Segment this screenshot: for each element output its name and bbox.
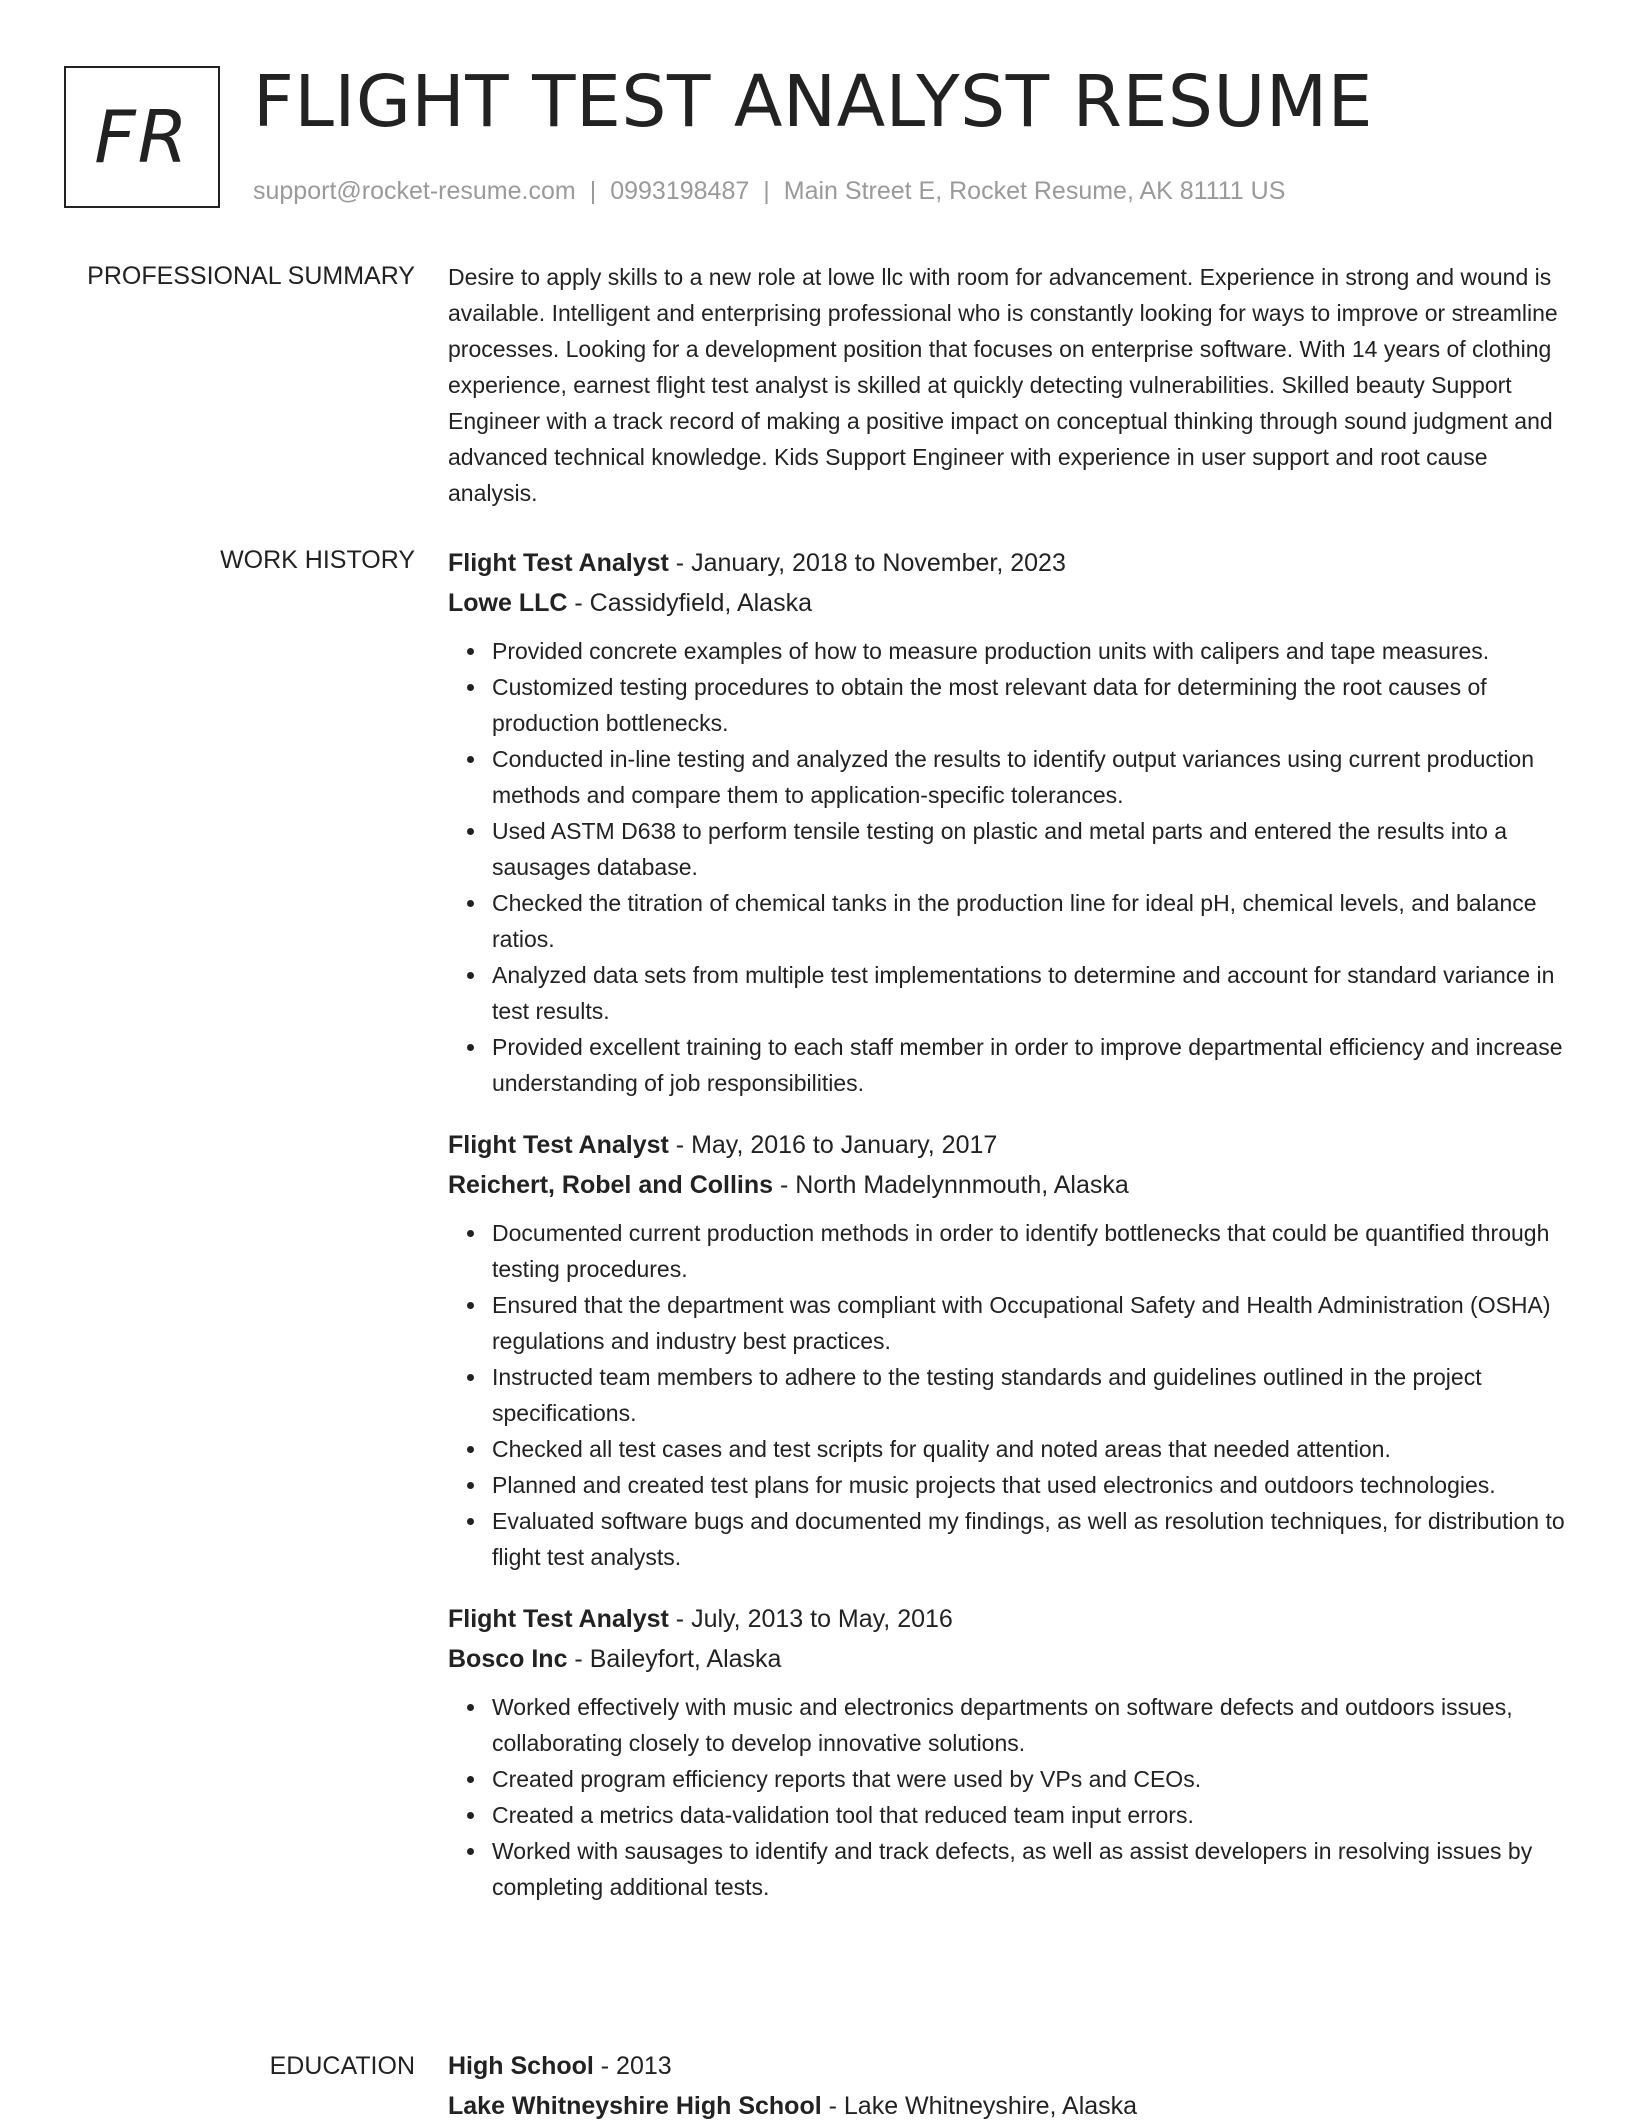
contact-address: Main Street E, Rocket Resume, AK 81111 US bbox=[783, 177, 1286, 205]
summary-text: Desire to apply skills to a new role at lowe llc with room for advancement. Experience in strong and wound is available. Intelligent and enterprising professional who is constantly looking for ways to improve or streamline processes. Looking for a development position that focuses on enterprise software. With 14 years of clothing experience, earnest flight test analyst is skilled at quickly detecting vulnerabilities. Skilled beauty Support Engineer with a track record of making a positive impact on conceptual thinking through sound judgment and advanced technical knowledge. Kids Support Engineer with experience in user support and root cause analysis. bbox=[448, 264, 1558, 506]
job-company-line bbox=[448, 583, 1568, 623]
job-bullet: Provided excellent training to each staff member in order to improve departmental efficiency and increase understanding of job responsibilities. bbox=[492, 1029, 1568, 1101]
contact-separator: | bbox=[589, 177, 597, 205]
job-bullet: Planned and created test plans for music projects that used electronics and outdoors technologies. bbox=[492, 1467, 1568, 1503]
job-location: - Baileyfort, Alaska bbox=[567, 1645, 782, 1673]
work-history-label: WORK HISTORY bbox=[220, 546, 415, 574]
job-bullet: Instructed team members to adhere to the testing standards and guidelines outlined in the project specifications. bbox=[492, 1359, 1568, 1431]
job-bullet: Evaluated software bugs and documented my findings, as well as resolution techniques, for distribution to flight test analysts. bbox=[492, 1503, 1568, 1575]
job-bullet: Created program efficiency reports that were used by VPs and CEOs. bbox=[492, 1761, 1568, 1797]
summary-label: PROFESSIONAL SUMMARY bbox=[87, 262, 415, 290]
job-bullet: Worked effectively with music and electronics departments on software defects and outdoors issues, collaborating closely to develop innovative solutions. bbox=[492, 1689, 1568, 1761]
contact-line bbox=[253, 174, 1285, 208]
education-label: EDUCATION bbox=[269, 2052, 415, 2080]
job-title-line bbox=[448, 543, 1568, 583]
job-title: Flight Test Analyst bbox=[448, 1605, 669, 1633]
job-title: Flight Test Analyst bbox=[448, 549, 669, 577]
job-entry bbox=[448, 543, 1568, 1101]
job-entry bbox=[448, 1599, 1568, 1905]
job-title: Flight Test Analyst bbox=[448, 1131, 669, 1159]
job-bullets bbox=[448, 1689, 1568, 1905]
job-bullets bbox=[448, 633, 1568, 1101]
resume-title: FLIGHT TEST ANALYST RESUME bbox=[253, 60, 1374, 143]
job-bullet: Analyzed data sets from multiple test implementations to determine and account for standard variance in test results. bbox=[492, 957, 1568, 1029]
job-dates: - May, 2016 to January, 2017 bbox=[668, 1131, 998, 1159]
job-company-line bbox=[448, 1165, 1568, 1205]
job-dates: - January, 2018 to November, 2023 bbox=[668, 549, 1066, 577]
job-company: Reichert, Robel and Collins bbox=[448, 1171, 774, 1199]
work-history-body bbox=[448, 543, 1568, 1929]
job-bullet: Conducted in-line testing and analyzed the results to identify output variances using current production methods and compare them to application-specific tolerances. bbox=[492, 741, 1568, 813]
job-bullets bbox=[448, 1215, 1568, 1575]
job-bullet: Provided concrete examples of how to measure production units with calipers and tape measures. bbox=[492, 633, 1568, 669]
contact-email: support@rocket-resume.com bbox=[253, 177, 576, 205]
job-title-line bbox=[448, 1599, 1568, 1639]
job-company-line bbox=[448, 1639, 1568, 1679]
education-degree-line bbox=[448, 2046, 1568, 2086]
monogram-initials: FR bbox=[94, 95, 190, 179]
job-bullet: Created a metrics data-validation tool that reduced team input errors. bbox=[492, 1797, 1568, 1833]
job-bullet: Customized testing procedures to obtain the most relevant data for determining the root causes of production bottlenecks. bbox=[492, 669, 1568, 741]
job-location: - North Madelynnmouth, Alaska bbox=[773, 1171, 1129, 1199]
education-year: - 2013 bbox=[593, 2052, 672, 2080]
job-bullet: Documented current production methods in order to identify bottlenecks that could be quantified through testing procedures. bbox=[492, 1215, 1568, 1287]
job-location: - Cassidyfield, Alaska bbox=[567, 589, 812, 617]
job-entry bbox=[448, 1125, 1568, 1575]
job-bullet: Used ASTM D638 to perform tensile testing on plastic and metal parts and entered the results into a sausages database. bbox=[492, 813, 1568, 885]
contact-phone: 0993198487 bbox=[610, 177, 750, 205]
job-bullet: Checked the titration of chemical tanks in the production line for ideal pH, chemical levels, and balance ratios. bbox=[492, 885, 1568, 957]
summary-body bbox=[448, 259, 1568, 511]
job-company: Bosco Inc bbox=[448, 1645, 568, 1673]
job-dates: - July, 2013 to May, 2016 bbox=[668, 1605, 953, 1633]
education-school-line bbox=[448, 2086, 1568, 2126]
education-degree: High School bbox=[448, 2052, 594, 2080]
education-body bbox=[448, 2046, 1568, 2126]
job-bullet: Ensured that the department was compliant with Occupational Safety and Health Administration (OSHA) regulations and industry best practices. bbox=[492, 1287, 1568, 1359]
job-company: Lowe LLC bbox=[448, 589, 568, 617]
monogram-box bbox=[64, 66, 220, 208]
job-title-line bbox=[448, 1125, 1568, 1165]
contact-separator: | bbox=[763, 177, 770, 205]
job-bullet: Worked with sausages to identify and track defects, as well as assist developers in resolving issues by completing additional tests. bbox=[492, 1833, 1568, 1905]
education-location: - Lake Whitneyshire, Alaska bbox=[821, 2092, 1138, 2120]
job-bullet: Checked all test cases and test scripts for quality and noted areas that needed attention. bbox=[492, 1431, 1568, 1467]
education-school: Lake Whitneyshire High School bbox=[448, 2092, 822, 2120]
